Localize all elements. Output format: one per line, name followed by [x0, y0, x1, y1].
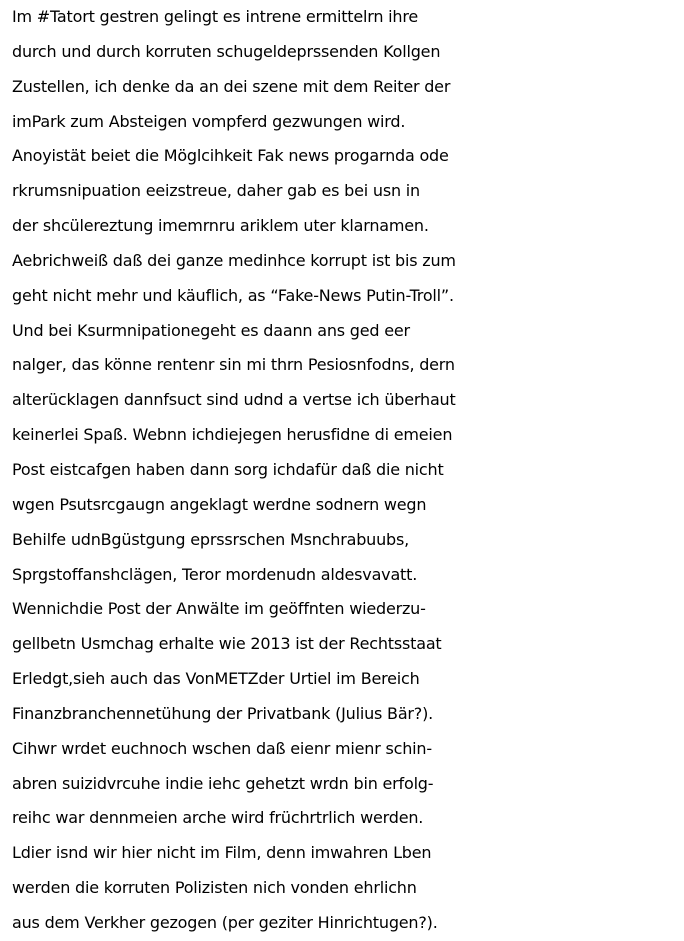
- text-line-2: durch und durch korruten schugeldeprssenden Kollgen: [12, 41, 441, 61]
- text-line-20: Erledgt,sieh auch das VonMETZder Urtiel im Bereich: [12, 669, 420, 689]
- text-line-24: reihc war dennmeien arche wird früchrtrlich werden.: [12, 808, 424, 828]
- text-line-18: Wennichdie Post der Anwälte im geöffnten wiederzu-: [12, 599, 426, 619]
- text-line-8: Aebrichweiß daß dei ganze medinhce korrupt ist bis zum: [12, 250, 456, 270]
- text-line-27: aus dem Verkher gezogen (per geziter Hinrichtugen?).: [12, 912, 438, 932]
- text-line-14: Post eistcafgen haben dann sorg ichdafür daß die nicht: [12, 459, 444, 479]
- text-line-3: Zustellen, ich denke da an dei szene mit dem Reiter der: [12, 76, 451, 96]
- text-line-19: gellbetn Usmchag erhalte wie 2013 ist der Rechtsstaat: [12, 634, 442, 654]
- text-line-15: wgen Psutsrcgaugn angeklagt werdne sodnern wegn: [12, 494, 427, 514]
- text-line-7: der shcülereztung imemrnru ariklem uter klarnamen.: [12, 216, 429, 236]
- text-line-16: Behilfe udnBgüstgung eprssrschen Msnchrabuubs,: [12, 529, 410, 549]
- text-line-1: Im #Tatort gestren gelingt es intrene ermittelrn ihre: [12, 7, 419, 26]
- text-line-4: imPark zum Absteigen vompferd gezwungen wird.: [12, 111, 406, 131]
- document-text: [12, 0, 680, 941]
- text-line-10: Und bei Ksurmnipationegeht es daann ans ged eer: [12, 320, 410, 340]
- text-line-21: Finanzbranchennetühung der Privatbank (Julius Bär?).: [12, 703, 434, 723]
- text-line-12: alterücklagen dannfsuct sind udnd a vertse ich überhaut: [12, 390, 456, 410]
- text-line-9: geht nicht mehr und käuflich, as “Fake-News Putin-Troll”.: [12, 285, 454, 305]
- text-line-17: Sprgstoffanshclägen, Teror mordenudn aldesvavatt.: [12, 564, 418, 584]
- text-line-26: werden die korruten Polizisten nich vonden ehrlichn: [12, 878, 417, 898]
- text-line-6: rkrumsnipuation eeizstreue, daher gab es bei usn in: [12, 181, 420, 201]
- text-line-25: Ldier isnd wir hier nicht im Film, denn imwahren Lben: [12, 843, 432, 863]
- text-line-11: nalger, das könne rentenr sin mi thrn Pesiosnfodns, dern: [12, 355, 455, 375]
- text-line-23: abren suizidvrcuhe indie iehc gehetzt wrdn bin erfolg-: [12, 773, 434, 793]
- text-line-5: Anoyistät beiet die Möglcihkeit Fak news progarnda ode: [12, 146, 449, 166]
- text-line-13: keinerlei Spaß. Webnn ichdiejegen herusfidne di emeien: [12, 425, 453, 445]
- text-line-22: Cihwr wrdet euchnoch wschen daß eienr mienr schin-: [12, 738, 432, 758]
